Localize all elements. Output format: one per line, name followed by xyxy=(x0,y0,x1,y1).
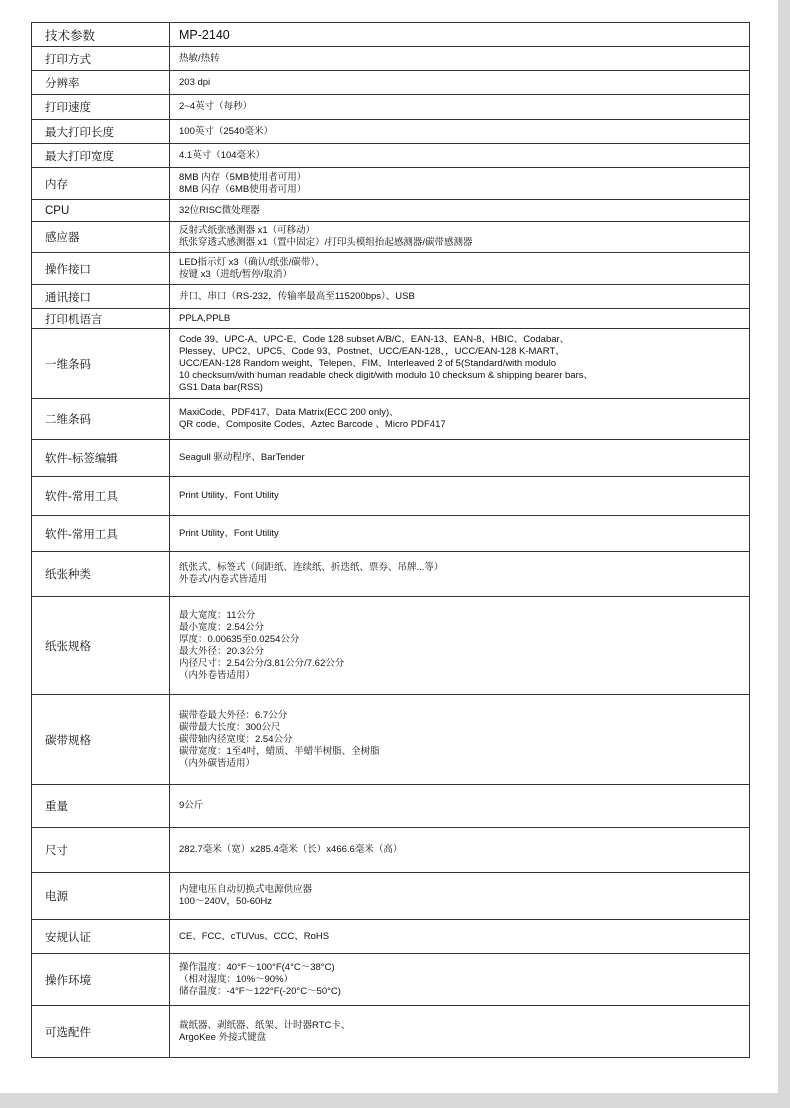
spec-value xyxy=(170,597,750,695)
spec-value xyxy=(170,516,750,552)
spec-value-line: 最大外径：20.3公分 xyxy=(179,645,264,657)
spec-value-line: 100英寸（2540毫米） xyxy=(179,125,273,137)
spec-value xyxy=(170,95,750,120)
spec-value-line: 储存温度：-4°F～122°F(-20°C～50°C) xyxy=(179,985,341,997)
spec-value xyxy=(170,309,750,329)
spec-value-line: 碳带最大长度：300公尺 xyxy=(179,721,281,733)
spec-row xyxy=(32,695,750,785)
spec-value-line: MP-2140 xyxy=(179,27,230,42)
spec-row xyxy=(32,516,750,552)
spec-key: 操作环境 xyxy=(32,954,170,1006)
spec-row xyxy=(32,873,750,920)
spec-key: 技术参数 xyxy=(32,23,170,47)
spec-row xyxy=(32,309,750,329)
spec-value-line: 纸张穿透式感测器 x1（置中固定）/打印头模组抬起感测器/碳带感测器 xyxy=(179,237,473,248)
spec-value-line: （相对湿度：10%～90%） xyxy=(179,973,294,985)
spec-row xyxy=(32,399,750,440)
spec-row xyxy=(32,168,750,200)
spec-value xyxy=(170,120,750,144)
spec-value-line: Plessey、UPC2、UPC5、Code 93、Postnet、UCC/EAN-128、，UCC/EAN-128 K-MART、 xyxy=(179,345,565,357)
spec-row xyxy=(32,222,750,253)
spec-key: 最大打印宽度 xyxy=(32,144,170,168)
spec-value xyxy=(170,785,750,828)
spec-value xyxy=(170,1006,750,1058)
spec-value-line: 厚度：0.00635至0.0254公分 xyxy=(179,633,300,645)
spec-key: 可选配件 xyxy=(32,1006,170,1058)
spec-value-line: （内外卷皆适用） xyxy=(179,669,256,681)
spec-value xyxy=(170,168,750,200)
spec-key: 尺寸 xyxy=(32,828,170,873)
spec-key: 打印机语言 xyxy=(32,309,170,329)
spec-value xyxy=(170,222,750,253)
spec-row xyxy=(32,285,750,309)
spec-value-line: 100～240V，50-60Hz xyxy=(179,896,272,907)
spec-key: 通讯接口 xyxy=(32,285,170,309)
spec-value-line: MaxiCode、PDF417、Data Matrix(ECC 200 only)、 xyxy=(179,407,399,418)
spec-key: 纸张规格 xyxy=(32,597,170,695)
spec-row xyxy=(32,552,750,597)
spec-row xyxy=(32,120,750,144)
spec-value-line: 9公斤 xyxy=(179,800,204,811)
spec-value xyxy=(170,399,750,440)
spec-row xyxy=(32,144,750,168)
spec-row xyxy=(32,200,750,222)
spec-value-line: Seagull 驱动程序、BarTender xyxy=(179,452,305,463)
spec-value-line: 碳带轴内径宽度：2.54公分 xyxy=(179,733,293,745)
spec-value-line: 32位RISC微处理器 xyxy=(179,204,260,216)
spec-key: 一维条码 xyxy=(32,329,170,399)
spec-row xyxy=(32,920,750,954)
spec-value xyxy=(170,477,750,516)
spec-key: 碳带规格 xyxy=(32,695,170,785)
spec-value-line: 4.1英寸（104毫米） xyxy=(179,149,266,161)
spec-row xyxy=(32,477,750,516)
spec-value-line: 并口、串口（RS-232，传输率最高至115200bps）、USB xyxy=(179,290,415,302)
spec-value-line: 8MB 内存（5MB使用者可用） xyxy=(179,171,307,183)
spec-row xyxy=(32,954,750,1006)
spec-value-line: 外卷式/内卷式皆适用 xyxy=(179,574,268,585)
spec-value-line: 内建电压自动切换式电源供应器 xyxy=(179,884,313,895)
spec-value-line: PPLA,PPLB xyxy=(179,312,231,324)
spec-key: 感应器 xyxy=(32,222,170,253)
spec-value-line: QR code、Composite Codes、Aztec Barcode 、Micro PDF417 xyxy=(179,419,446,430)
spec-key: CPU xyxy=(32,200,170,222)
spec-value xyxy=(170,253,750,285)
spec-row xyxy=(32,1006,750,1058)
spec-row xyxy=(32,71,750,95)
spec-value-line: Code 39、UPC-A、UPC-E、Code 128 subset A/B/C、EAN-13、EAN-8、HBIC、Codabar、 xyxy=(179,333,570,345)
spec-value-line: 反射式纸张感测器 x1（可移动） xyxy=(179,225,316,236)
spec-value xyxy=(170,47,750,71)
spec-key: 打印速度 xyxy=(32,95,170,120)
spec-value-line: 操作温度：40°F～100°F(4°C～38°C) xyxy=(179,961,335,973)
spec-value xyxy=(170,329,750,399)
spec-key: 软件-标签编辑 xyxy=(32,440,170,477)
spec-value xyxy=(170,285,750,309)
spec-value-line: 最大宽度：11公分 xyxy=(179,609,256,621)
spec-key: 电源 xyxy=(32,873,170,920)
spec-value xyxy=(170,440,750,477)
spec-key: 软件-常用工具 xyxy=(32,477,170,516)
spec-value xyxy=(170,920,750,954)
spec-value-line: 碳带宽度：1至4吋，蜡质、半蜡半树脂、全树脂 xyxy=(179,745,380,757)
spec-value-line: （内外碳皆适用） xyxy=(179,757,256,769)
spec-row xyxy=(32,23,750,47)
spec-row xyxy=(32,253,750,285)
spec-key: 安规认证 xyxy=(32,920,170,954)
spec-value-line: 按键 x3（进纸/暂停/取消） xyxy=(179,268,292,280)
spec-value-line: 8MB 闪存（6MB使用者可用） xyxy=(179,183,307,195)
spec-value-line: 纸张式、标签式（间距纸、连续纸、折迭纸、票券、吊牌...等） xyxy=(179,562,444,573)
spec-row xyxy=(32,440,750,477)
spec-value-line: 内径尺寸：2.54公分/3.81公分/7.62公分 xyxy=(179,657,345,669)
spec-key: 分辨率 xyxy=(32,71,170,95)
spec-value xyxy=(170,552,750,597)
spec-value-line: ArgoKee 外接式键盘 xyxy=(179,1031,267,1043)
spec-key: 软件-常用工具 xyxy=(32,516,170,552)
spec-value-line: Print Utility、Font Utility xyxy=(179,527,279,539)
spec-row xyxy=(32,47,750,71)
spec-value-line: 热敏/热转 xyxy=(179,52,220,64)
spec-value-line: CE、FCC、cTUVus、CCC、RoHS xyxy=(179,930,330,942)
spec-key: 内存 xyxy=(32,168,170,200)
spec-value-line: GS1 Data bar(RSS) xyxy=(179,381,263,393)
spec-key: 重量 xyxy=(32,785,170,828)
spec-table xyxy=(31,22,750,1058)
spec-value-line: 282.7毫米（宽）x285.4毫米（长）x466.6毫米（高） xyxy=(179,844,403,855)
spec-value-line: Print Utility、Font Utility xyxy=(179,490,279,501)
spec-value xyxy=(170,144,750,168)
spec-value-line: 裁纸器、剥纸器、纸架、计时器RTC卡、 xyxy=(179,1019,351,1031)
spec-value xyxy=(170,828,750,873)
spec-key: 操作接口 xyxy=(32,253,170,285)
spec-value xyxy=(170,873,750,920)
spec-key: 二维条码 xyxy=(32,399,170,440)
spec-row xyxy=(32,597,750,695)
spec-value-line: 10 checksum/with human readable check digit/with modulo 10 checksum & shipping bearer bars、 xyxy=(179,369,593,381)
spec-key: 纸张种类 xyxy=(32,552,170,597)
spec-row xyxy=(32,785,750,828)
spec-value-line: 2~4英寸（每秒） xyxy=(179,101,253,112)
spec-value-line: 203 dpi xyxy=(179,76,211,88)
spec-value xyxy=(170,71,750,95)
spec-value xyxy=(170,695,750,785)
spec-row xyxy=(32,828,750,873)
spec-value-line: 最小宽度：2.54公分 xyxy=(179,621,264,633)
spec-value-line: 碳带卷最大外径：6.7公分 xyxy=(179,709,288,721)
spec-row xyxy=(32,329,750,399)
spec-key: 最大打印长度 xyxy=(32,120,170,144)
spec-value xyxy=(170,23,750,47)
spec-key: 打印方式 xyxy=(32,47,170,71)
spec-row xyxy=(32,95,750,120)
spec-value xyxy=(170,954,750,1006)
spec-value-line: LED指示灯 x3（确认/纸张/碳带）、 xyxy=(179,256,325,268)
spec-value-line: UCC/EAN-128 Random weight、Telepen、FIM、Interleaved 2 of 5(Standard/with modulo xyxy=(179,357,557,369)
spec-value xyxy=(170,200,750,222)
